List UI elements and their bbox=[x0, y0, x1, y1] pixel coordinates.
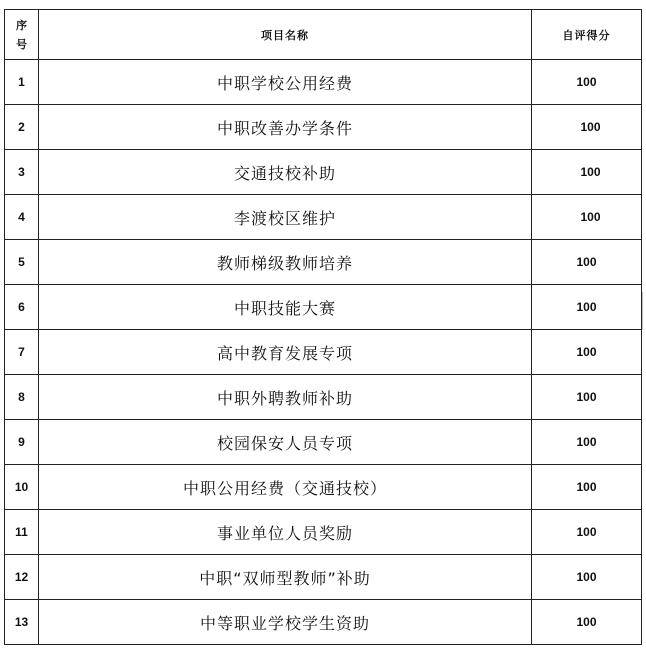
self-score-cell bbox=[532, 510, 642, 555]
self-score-cell bbox=[532, 195, 642, 240]
self-score: 100 bbox=[576, 75, 597, 89]
project-name: 校园保安人员专项 bbox=[39, 420, 532, 465]
project-name: 中职改善办学条件 bbox=[39, 105, 532, 150]
project-name: 中职外聘教师补助 bbox=[39, 375, 532, 420]
self-score: 100 bbox=[576, 390, 597, 404]
self-score-cell bbox=[532, 375, 642, 420]
self-score: 100 bbox=[576, 255, 597, 269]
row-index: 3 bbox=[5, 150, 39, 195]
self-score: 100 bbox=[576, 570, 597, 584]
table-row bbox=[5, 60, 642, 105]
table-row bbox=[5, 195, 642, 240]
table-row bbox=[5, 465, 642, 510]
table-row bbox=[5, 420, 642, 465]
row-index: 5 bbox=[5, 240, 39, 285]
table-body bbox=[5, 60, 642, 645]
table-row bbox=[5, 105, 642, 150]
self-score-cell bbox=[532, 150, 642, 195]
table-row bbox=[5, 555, 642, 600]
project-name: 中职“双师型教师”补助 bbox=[39, 555, 532, 600]
row-index: 10 bbox=[5, 465, 39, 510]
self-score-cell bbox=[532, 285, 642, 330]
table-row bbox=[5, 240, 642, 285]
row-index: 7 bbox=[5, 330, 39, 375]
project-name: 中职公用经费（交通技校） bbox=[39, 465, 532, 510]
project-name: 交通技校补助 bbox=[39, 150, 532, 195]
header-self-score: 自评得分 bbox=[532, 10, 642, 60]
self-score-cell bbox=[532, 240, 642, 285]
row-index: 1 bbox=[5, 60, 39, 105]
project-name: 中等职业学校学生资助 bbox=[39, 600, 532, 645]
header-index-line1: 序 bbox=[16, 18, 27, 32]
row-index: 6 bbox=[5, 285, 39, 330]
self-score: 100 bbox=[576, 300, 597, 314]
table-row bbox=[5, 375, 642, 420]
self-score: 100 bbox=[580, 165, 601, 179]
table-row bbox=[5, 285, 642, 330]
row-index: 4 bbox=[5, 195, 39, 240]
edge-mark bbox=[642, 292, 643, 330]
self-score-cell bbox=[532, 105, 642, 150]
header-index bbox=[5, 10, 39, 60]
self-score-cell bbox=[532, 420, 642, 465]
table-header bbox=[5, 10, 642, 60]
header-row bbox=[5, 10, 642, 60]
self-score: 100 bbox=[576, 435, 597, 449]
row-index: 11 bbox=[5, 510, 39, 555]
table-row bbox=[5, 150, 642, 195]
self-score-cell bbox=[532, 555, 642, 600]
self-score: 100 bbox=[580, 120, 601, 134]
header-index-line2: 号 bbox=[16, 37, 27, 51]
project-name: 中职技能大赛 bbox=[39, 285, 532, 330]
self-score: 100 bbox=[580, 210, 601, 224]
project-name: 中职学校公用经费 bbox=[39, 60, 532, 105]
self-score: 100 bbox=[576, 615, 597, 629]
table-row bbox=[5, 600, 642, 645]
project-name: 事业单位人员奖励 bbox=[39, 510, 532, 555]
row-index: 13 bbox=[5, 600, 39, 645]
project-name: 教师梯级教师培养 bbox=[39, 240, 532, 285]
table-row bbox=[5, 510, 642, 555]
row-index: 2 bbox=[5, 105, 39, 150]
self-score: 100 bbox=[576, 345, 597, 359]
self-score-cell bbox=[532, 330, 642, 375]
project-name: 李渡校区维护 bbox=[39, 195, 532, 240]
row-index: 9 bbox=[5, 420, 39, 465]
row-index: 8 bbox=[5, 375, 39, 420]
project-name: 高中教育发展专项 bbox=[39, 330, 532, 375]
self-score: 100 bbox=[576, 525, 597, 539]
self-score: 100 bbox=[576, 480, 597, 494]
table-row bbox=[5, 330, 642, 375]
self-score-cell bbox=[532, 465, 642, 510]
score-table bbox=[4, 9, 642, 645]
self-score-cell bbox=[532, 600, 642, 645]
self-score-cell bbox=[532, 60, 642, 105]
header-project-name: 项目名称 bbox=[39, 10, 532, 60]
row-index: 12 bbox=[5, 555, 39, 600]
